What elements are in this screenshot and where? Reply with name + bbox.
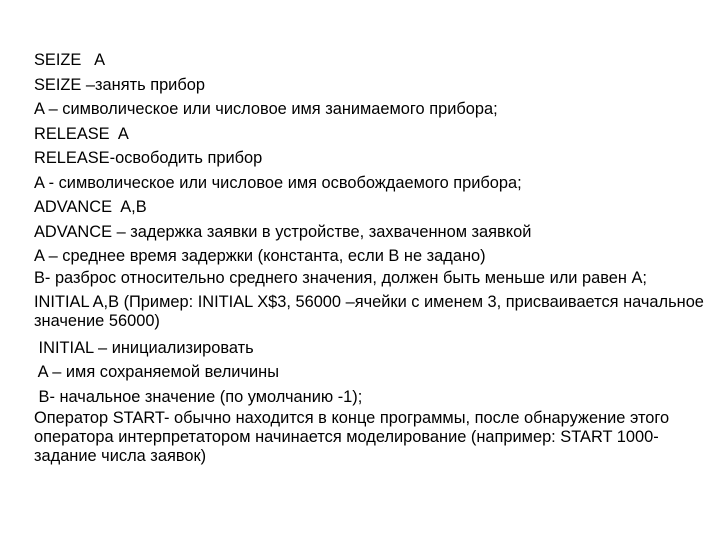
slide-text-block [34,48,704,466]
text-line-release-syntax: RELEASE A [34,124,129,143]
text-line-initial-param-a: A – имя сохраняемой величины [34,363,279,381]
text-line-advance-param-b: B- разброс относительно среднего значения, должен быть меньше или равен A; [34,268,647,287]
text-line-seize-desc: SEIZE –занять прибор [34,75,205,94]
text-line-release-desc: RELEASE-освободить прибор [34,149,263,167]
text-line-initial-syntax: INITIAL A,B (Пример: INITIAL X$3, 56000 –ячейки с именем 3, присваивается начальное значение 56000) [34,292,704,330]
text-line-initial-desc: INITIAL – инициализировать [34,338,254,357]
text-line-start-operator: Оператор START- обычно находится в конце программы, после обнаружение этого оператора интерпретатором начинается моделирование (например: START 1000- задание числа заявок) [34,409,670,465]
text-line-release-param-a: A - символическое или числовое имя освобождаемого прибора; [34,173,522,192]
text-line-seize-param-a: A – символическое или числовое имя занимаемого прибора; [34,100,498,118]
text-line-seize-syntax: SEIZE A [34,51,106,69]
text-line-advance-syntax: ADVANCE A,B [34,198,147,216]
text-line-advance-param-a: A – среднее время задержки (константа, если В не задано) [34,247,486,265]
text-line-initial-param-b: B- начальное значение (по умолчанию -1); [34,387,363,406]
text-line-advance-desc: ADVANCE – задержка заявки в устройстве, захваченном заявкой [34,222,532,241]
